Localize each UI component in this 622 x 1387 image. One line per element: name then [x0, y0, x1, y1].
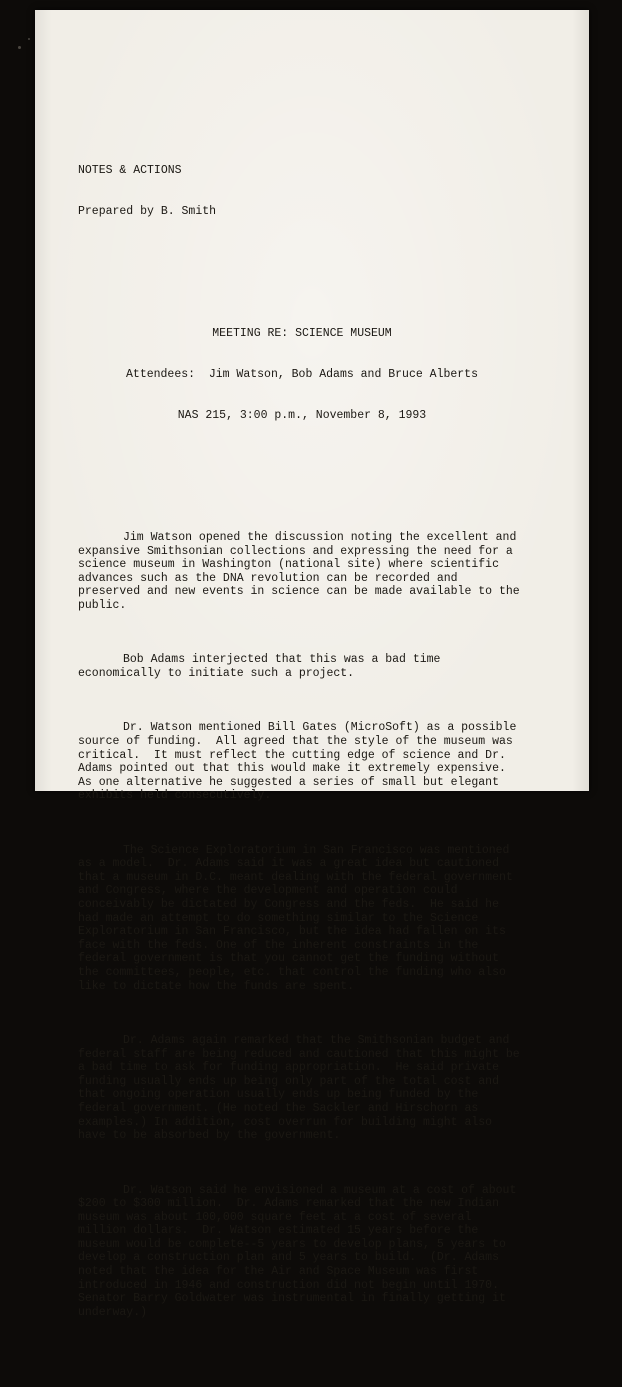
- meeting-heading: [78, 300, 526, 450]
- paragraph-1: Jim Watson opened the discussion noting the excellent and expansive Smithsonian collections and expressing the need for a science museum in Washington (national site) where scientific advances such as the DNA revolution can be recorded and preserved and new events in science can be made available to the public.: [78, 531, 527, 612]
- memo-header-prepared-by: Prepared by B. Smith: [78, 204, 217, 218]
- meeting-attendees: Attendees: Jim Watson, Bob Adams and Bruce Alberts: [126, 367, 478, 381]
- memo-header-title: NOTES & ACTIONS: [78, 163, 182, 177]
- meeting-title: MEETING RE: SCIENCE MUSEUM: [212, 327, 392, 341]
- paragraph-2: Bob Adams interjected that this was a bad time economically to initiate such a project.: [78, 653, 448, 680]
- memo-body: [78, 490, 526, 1346]
- paragraph-6: Dr. Watson said he envisioned a museum at a cost of about $200 to $300 million. Dr. Adams remarked that the new Indian museum was about 100,000 square feet at a cost of several million dollars. Dr. Watson estimated 15 years before the museum would be complete--5 years to develop plans, 5 years to develop a construction plan and 5 years to build. (Dr. Adams noted that the idea for the Air and Space Museum was first introduced in 1946 and construction did not begin until 1970. Senator Barry Goldwater was instrumental in finally getting it underway.): [78, 1183, 524, 1319]
- scan-pen-marks: [16, 36, 36, 52]
- paragraph-4: The Science Exploratorium in San Francisco was mentioned as a model. Dr. Adams said it was a great idea but cautioned that a museum in D.C. meant dealing with the federal government and Congress, where the development and operation could conceivably be dictated by Congress and the feds. He said he had made an attempt to do something similar to the Science Exploratorium in San Francisco, but the idea had fallen on its face with the feds. One of the inherent constraints in the federal government is that you cannot get the funding without the committees, people, etc. that control the funding who also like to dictate how the funds are spent.: [78, 843, 520, 993]
- document-paper: [35, 10, 589, 1319]
- memo-header: [78, 137, 526, 246]
- document-content: [78, 96, 526, 1387]
- paragraph-5: Dr. Adams again remarked that the Smithsonian budget and federal staff are being reduced and cautioned that this might be a bad time to ask for funding appropriation. He said private funding usually ends up being only part of the total cost and that ongoing operation usually ends up being funded by the federal government. (He noted the Sackler and Hirschorn as examples.) In addition, cost overrun for building might also have to be absorbed by the government.: [78, 1033, 527, 1143]
- paragraph-3: Dr. Watson mentioned Bill Gates (MicroSoft) as a possible source of funding. All agreed that the style of the museum was critical. It must reflect the cutting edge of science and Dr. Adams pointed out that this would make it extremely expensive. As one alternative he suggested a series of small but elegant exhibits held consecutively.: [78, 721, 524, 803]
- meeting-location-datetime: NAS 215, 3:00 p.m., November 8, 1993: [177, 408, 427, 422]
